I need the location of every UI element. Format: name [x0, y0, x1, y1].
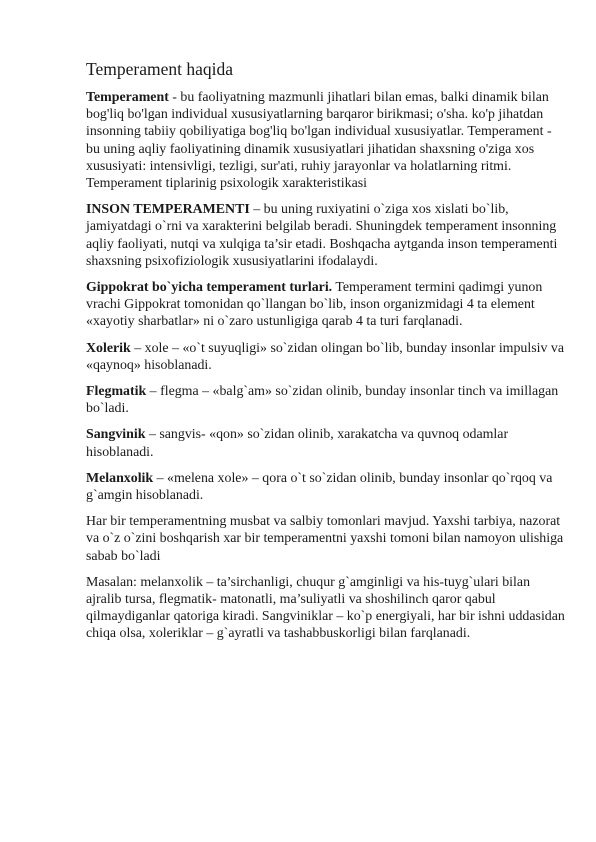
paragraph-text: Har bir temperamentning musbat va salbiy tomonlari mavjud. Yaxshi tarbiya, nazorat va o`z o`zini boshqarish xar bir temperamentni yaxshi tomoni bilan namoyon ulishiga sabab bo`ladi	[86, 514, 564, 564]
paragraph-inson-temperamenti	[86, 201, 568, 270]
document-page	[86, 58, 568, 652]
paragraph-text: – bu uning ruxiyatini o`ziga xos xislati bo`lib, jamiyatdagi o`rni va xarakterini belgilab beradi. Shuningdek temperament insonning aqliy faoliyati, nutqi va xulqiga ta’sir etadi. Boshqacha aytganda inson temperamenti shaxsning psixofiziologik xususiyatlarini ifodalaydi.	[86, 202, 558, 269]
paragraph-text: Temperament termini qadimgi yunon vrachi Gippokrat tomonidan qo`llangan bo`lib, inson organizmidagi 4 ta element «xayotiy sharbatlar» ni o`zaro ustunligiga qarab 4 ta turi farqlanadi.	[86, 280, 543, 330]
term-melanxolik: Melanxolik	[86, 470, 154, 486]
term-gippokrat: Gippokrat bo`yicha temperament turlari.	[86, 280, 333, 296]
term-inson-temperamenti: INSON TEMPERAMENTI	[86, 202, 250, 218]
paragraph-melanxolik	[86, 470, 568, 504]
paragraph-sangvinik	[86, 426, 568, 460]
paragraph-text: – xole – «o`t suyuqligi» so`zidan olingan bo`lib, bunday insonlar impulsiv va «qaynoq» hisoblanadi.	[86, 340, 565, 373]
paragraph-text: Masalan: melanxolik – ta’sirchanligi, chuqur g`amginligi va his-tuyg`ulari bilan ajralib tursa, flegmatik- matonatli, ma’suliyatli va shoshilinch qaror qabul qilmaydiganlar qatoriga kiradi. Sangviniklar – ko`p energiyali, har bir ishni uddasidan chiqa olsa, xoleriklar – g`ayratli va tashabbuskorligi bilan farqlanadi.	[86, 574, 565, 642]
paragraph-text: - bu faoliyatning mazmunli jihatlari bilan emas, balki dinamik bilan bog'liq bo'lgan individual xususiyatlarning barqaror birikmasi; o'sha. ko'p jihatdan insonning tabiiy qobiliyatiga bog'liq bo'lgan individual xususiyatlar. Temperament - bu uning aqliy faoliyatining dinamik xususiyatlari jihatidan shaxsning o'ziga xos xususiyati: intensivligi, tezligi, sur'ati, ruhiy jarayonlar va holatlarning ritmi. Temperament tiplarinig psixologik xarakteristikasi	[86, 90, 552, 192]
paragraph-flegmatik	[86, 383, 568, 417]
term-temperament: Temperament	[86, 90, 169, 105]
paragraph-gippokrat	[86, 279, 568, 331]
paragraph-text: – flegma – «balg`am» so`zidan olinib, bunday insonlar tinch va imillagan bo`ladi.	[86, 384, 559, 417]
term-sangvinik: Sangvinik	[86, 427, 146, 443]
term-flegmatik: Flegmatik	[86, 384, 147, 400]
paragraph-text: – «melena xole» – qora o`t so`zidan olinib, bunday insonlar qo`rqoq va g`amgin hisoblanadi.	[86, 470, 553, 504]
paragraph-text: – sangvis- «qon» so`zidan olinib, xarakatcha va quvnoq odamlar hisoblanadi.	[86, 427, 509, 460]
paragraph-masalan	[86, 574, 568, 643]
document-title: Temperament haqida	[86, 59, 233, 79]
paragraph-temperament-definition	[86, 89, 568, 192]
term-xolerik: Xolerik	[86, 340, 131, 356]
paragraph-xolerik	[86, 340, 568, 374]
paragraph-musbat-salbiy	[86, 513, 568, 565]
